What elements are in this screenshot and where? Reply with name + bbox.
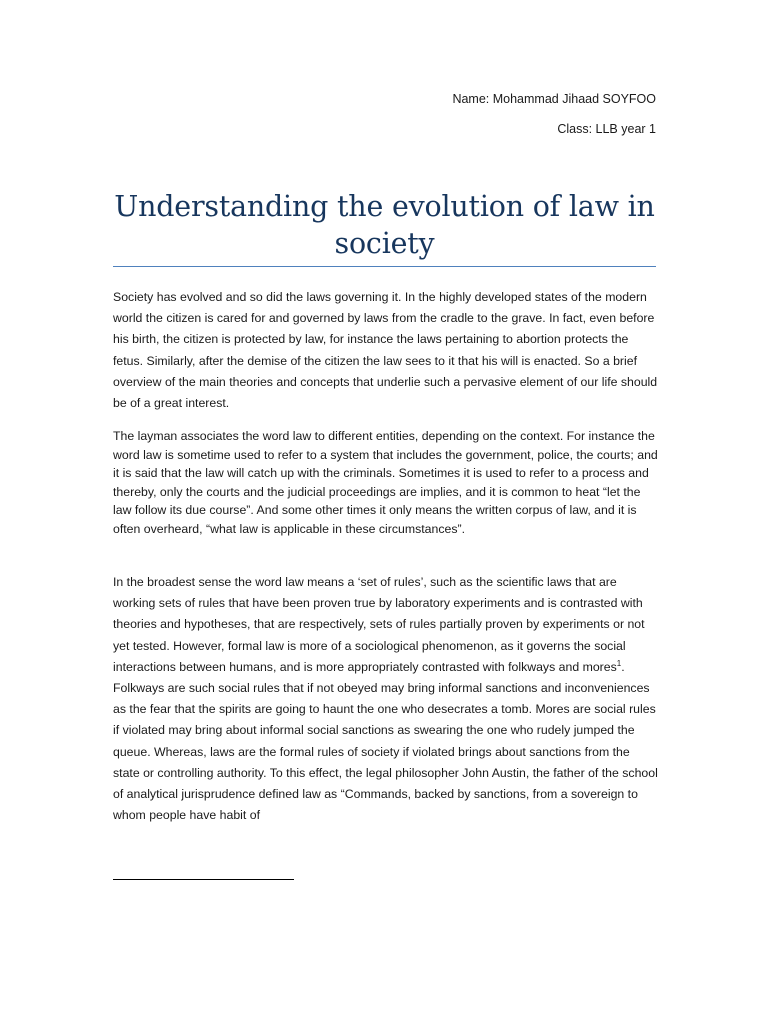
paragraph-broadest-sense <box>113 572 658 826</box>
paragraph-intro: Society has evolved and so did the laws governing it. In the highly developed states of the modern world the citizen is cared for and governed by laws from the cradle to the grave. In fact, even before his birth, the citizen is protected by law, for instance the laws pertaining to abortion protects the fetus. Similarly, after the demise of the citizen the law sees to it that his will is enacted. So a brief overview of the main theories and concepts that underlie such a pervasive element of our life should be of a great interest. <box>113 290 658 411</box>
document-title: Understanding the evolution of law in society <box>114 190 655 260</box>
footnote-separator <box>113 879 294 880</box>
author-class: Class: LLB year 1 <box>557 122 656 136</box>
paragraph-layman: The layman associates the word law to different entities, depending on the context. For instance the word law is sometime used to refer to a system that includes the government, police, the courts; and it is said that the law will catch up with the criminals. Sometimes it is used to refer to a process and thereby, only the courts and the judicial proceedings are implies, and it is common to heat “let the law follow its due course”. And some other times it only means the written corpus of law, and it is often overheard, “what law is applicable in these circumstances”. <box>113 429 658 536</box>
footnote-reference[interactable]: 1 <box>616 658 622 668</box>
author-name: Name: Mohammad Jihaad SOYFOO <box>452 92 656 106</box>
paragraph-text-part-1: In the broadest sense the word law means a ‘set of rules’, such as the scientific laws that are working sets of rules that have been proven true by laboratory experiments and is contrasted with theories and hypotheses, that are respectively, sets of rules partially proven by experiments or not yet tested. However, formal law is more of a sociological phenomenon, as it governs the social interactions between humans, and is more appropriately contrasted with folkways and mores <box>113 575 645 674</box>
title-underline <box>113 266 656 267</box>
paragraph-text-part-2: . Folkways are such social rules that if not obeyed may bring informal sanctions and inconveniences as the fear that the spirits are going to haunt the one who desecrates a tomb. Mores are social rules if violated may bring about informal social sanctions as swearing the one who rudely jumped the queue. Whereas, laws are the formal rules of society if violated brings about sanctions from the state or controlling authority. To this effect, the legal philosopher John Austin, the father of the school of analytical jurisprudence defined law as “Commands, backed by sanctions, from a sovereign to whom people have habit of <box>113 659 658 823</box>
